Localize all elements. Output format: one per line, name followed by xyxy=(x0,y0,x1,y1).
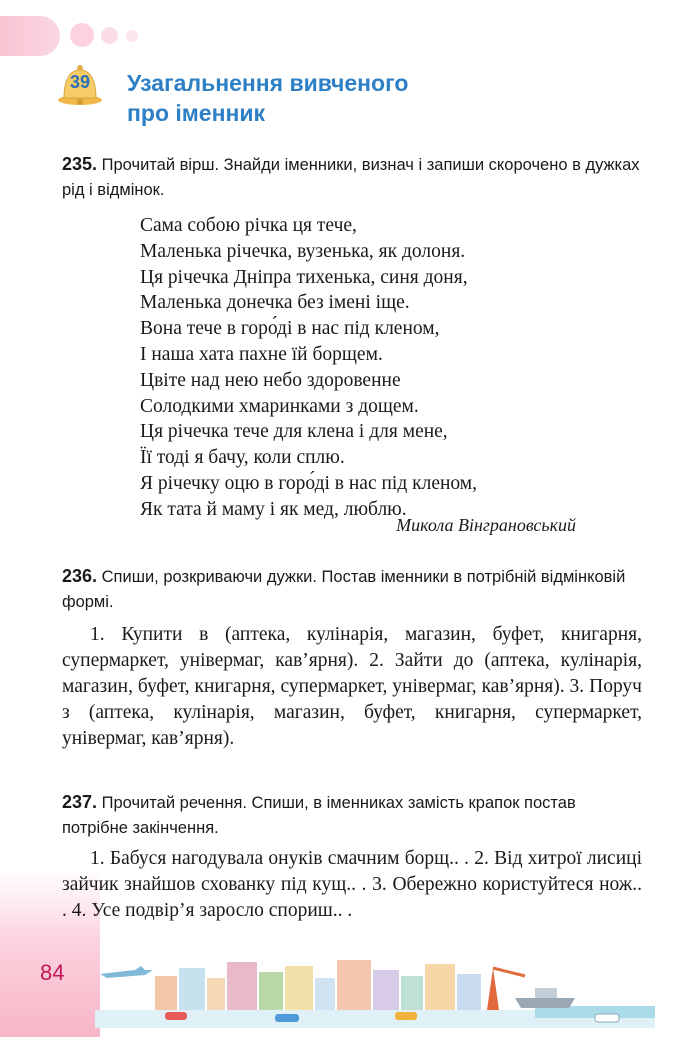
lesson-title-line1: Узагальнення вивченого xyxy=(127,70,409,96)
header-decoration-dot xyxy=(101,27,118,44)
poem-author: Микола Вінграновський xyxy=(396,515,576,535)
poem-line: Маленька донечка без імені іще. xyxy=(140,292,410,314)
task-237-instruction xyxy=(62,790,642,841)
task-number: 237. xyxy=(62,792,98,812)
poem-line: Сама собою річка ця тече, xyxy=(140,215,357,236)
task-235-instruction xyxy=(62,152,642,203)
poem-line: Вона тече в горо́ді в нас під кленом, xyxy=(140,318,440,340)
city-illustration xyxy=(95,948,655,1028)
header-decoration-dot xyxy=(126,30,138,42)
poem-line: Солодкими хмаринками з дощем. xyxy=(140,395,419,417)
task-text: Прочитай речення. Спиши, в іменниках замість крапок постав потрібне закінчення. xyxy=(62,794,576,837)
lesson-number: 39 xyxy=(69,72,91,92)
task-text: Спиши, розкриваючи дужки. Постав іменники в потрібній відмінковій формі. xyxy=(62,568,626,611)
poem-line: Цвіте над нею небо здоровенне xyxy=(140,369,401,391)
poem-line: Ця річечка тече для клена і для мене, xyxy=(140,421,448,443)
lesson-title-line2: про іменник xyxy=(127,100,266,126)
page-number: 84 xyxy=(40,960,65,985)
poem-line: Як тата й маму і як мед, люблю. xyxy=(140,498,407,520)
task-237-exercise: 1. Бабуся нагодувала онуків смачним борщ.. . 2. Від хитрої лисиці зайчик знайшов схованку під кущ.. . 3. Обережно користуйтеся нож.. . 4. Усе подвір’я заросло спориш.. . xyxy=(62,848,642,921)
poem-line: Маленька річечка, вузенька, як долоня. xyxy=(140,240,466,262)
task-236-exercise: 1. Купити в (аптека, кулінарія, магазин, буфет, книгарня, супермаркет, універмаг, кав’ярня). 2. Зайти до (аптека, кулінарія, магазин, буфет, книгарня, супермаркет, універмаг, кав’ярня). 3. Поруч з (аптека, кулінарія, магазин, буфет, книгарня, супермаркет, універмаг, кав’ярня). xyxy=(62,624,642,749)
poem xyxy=(140,213,600,523)
task-number: 235. xyxy=(62,154,98,174)
task-number: 236. xyxy=(62,566,98,586)
task-236-instruction xyxy=(62,564,642,615)
poem-line: Ця річечка Дніпра тихенька, синя доня, xyxy=(140,266,468,288)
lesson-title xyxy=(127,68,408,128)
poem-line: Її тоді я бачу, коли сплю. xyxy=(140,447,345,469)
header-decoration-tab xyxy=(0,16,60,56)
poem-line: Я річечку оцю в горо́ді в нас під кленом, xyxy=(140,472,478,494)
task-text: Прочитай вірш. Знайди іменники, визнач і запиши скорочено в дужках рід і відмінок. xyxy=(62,156,640,199)
poem-line: І наша хата пахне їй борщем. xyxy=(140,343,383,365)
header-decoration-dot xyxy=(70,23,94,47)
